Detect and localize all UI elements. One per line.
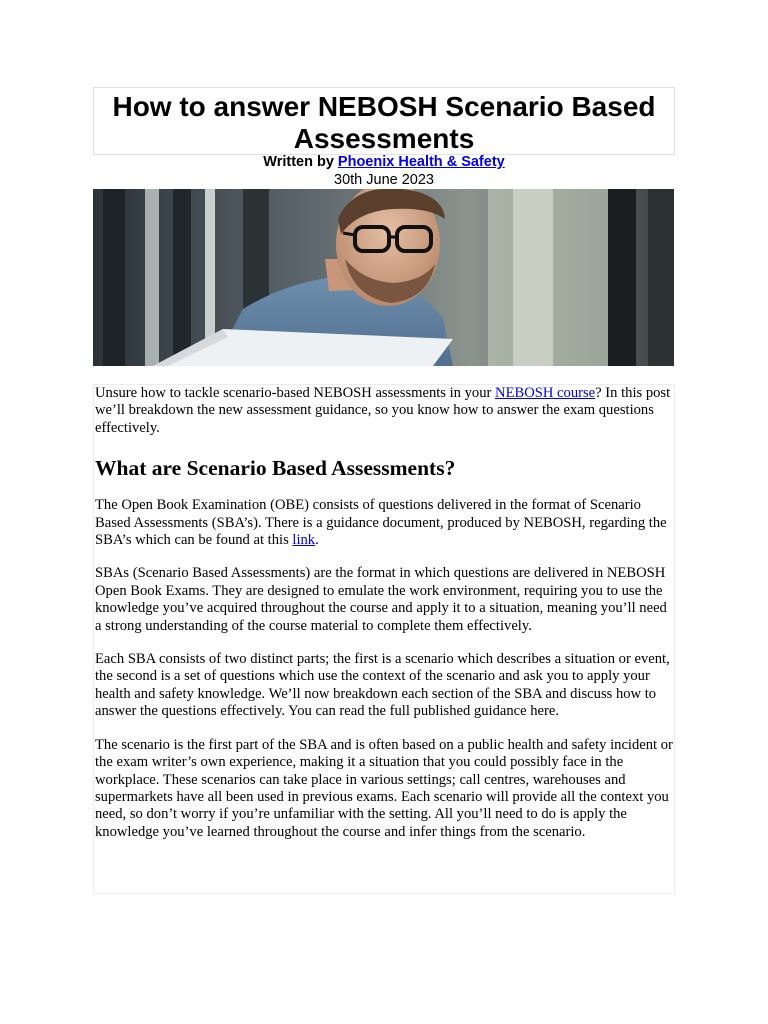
publish-date: 30th June 2023 bbox=[334, 172, 434, 188]
byline bbox=[93, 154, 675, 171]
intro-text: Unsure how to tackle scenario-based NEBOSH assessments in your bbox=[95, 385, 496, 401]
paragraph-obe bbox=[94, 497, 674, 549]
spacer bbox=[94, 721, 674, 737]
title-text: How to answer NEBOSH Scenario Based Assessments bbox=[112, 91, 656, 154]
intro-text-end: ? In this post we’ll breakdown the new assessment guidance, so you know how to answer the exam questions effectively. bbox=[95, 385, 671, 436]
spacer bbox=[94, 481, 674, 497]
paragraph-obe-end: . bbox=[315, 532, 319, 549]
spacer bbox=[94, 635, 674, 651]
nebosh-course-link[interactable]: NEBOSH course bbox=[495, 385, 596, 401]
page-title bbox=[93, 87, 675, 155]
hero-image bbox=[93, 189, 674, 366]
man-with-glasses-reading-photo-icon bbox=[93, 189, 674, 366]
paragraph-sba: SBAs (Scenario Based Assessments) are the format in which questions are delivered in NEBOSH Open Book Exams. They are designed to emulate the work environment, requiring you to use the knowledge you’ve acquired throughout the course and apply it to a situation, meaning you’ll need a strong understanding of the course material to complete them effectively. bbox=[95, 565, 667, 634]
article-body bbox=[93, 384, 675, 894]
paragraph-scenario: The scenario is the first part of the SBA and is often based on a public health and safety incident or the exam writer’s own experience, making it a situation that you could possibly face in the workplace. These scenarios can take place in various settings; call centres, warehouses and supermarkets have all been used in previous exams. Each scenario will provide all the context you need, so don’t worry if you’re unfamiliar with the setting. All you’ll need to do is apply the knowledge you’ve learned throughout the course and infer things from the scenario. bbox=[95, 736, 673, 840]
author-link[interactable]: Phoenix Health & Safety bbox=[337, 154, 505, 170]
guidance-link[interactable]: link bbox=[292, 532, 316, 549]
paragraph-obe-text: The Open Book Examination (OBE) consists of questions delivered in the format of Scenario Based Assessments (SBA’s). There is a guidance document, produced by NEBOSH, regarding the SBA’s which can be found at this bbox=[95, 497, 667, 549]
paragraph-parts: Each SBA consists of two distinct parts; the first is a scenario which describes a situation or event, the second is a set of questions which use the context of the scenario and ask you to apply your health and safety knowledge. We’ll now breakdown each section of the SBA and discuss how to answer the questions effectively. You can read the full published guidance here. bbox=[95, 651, 670, 720]
spacer bbox=[94, 549, 674, 565]
section-heading: What are Scenario Based Assessments? bbox=[95, 456, 456, 481]
written-by-label: Written by bbox=[263, 154, 334, 170]
intro-paragraph bbox=[94, 385, 674, 437]
